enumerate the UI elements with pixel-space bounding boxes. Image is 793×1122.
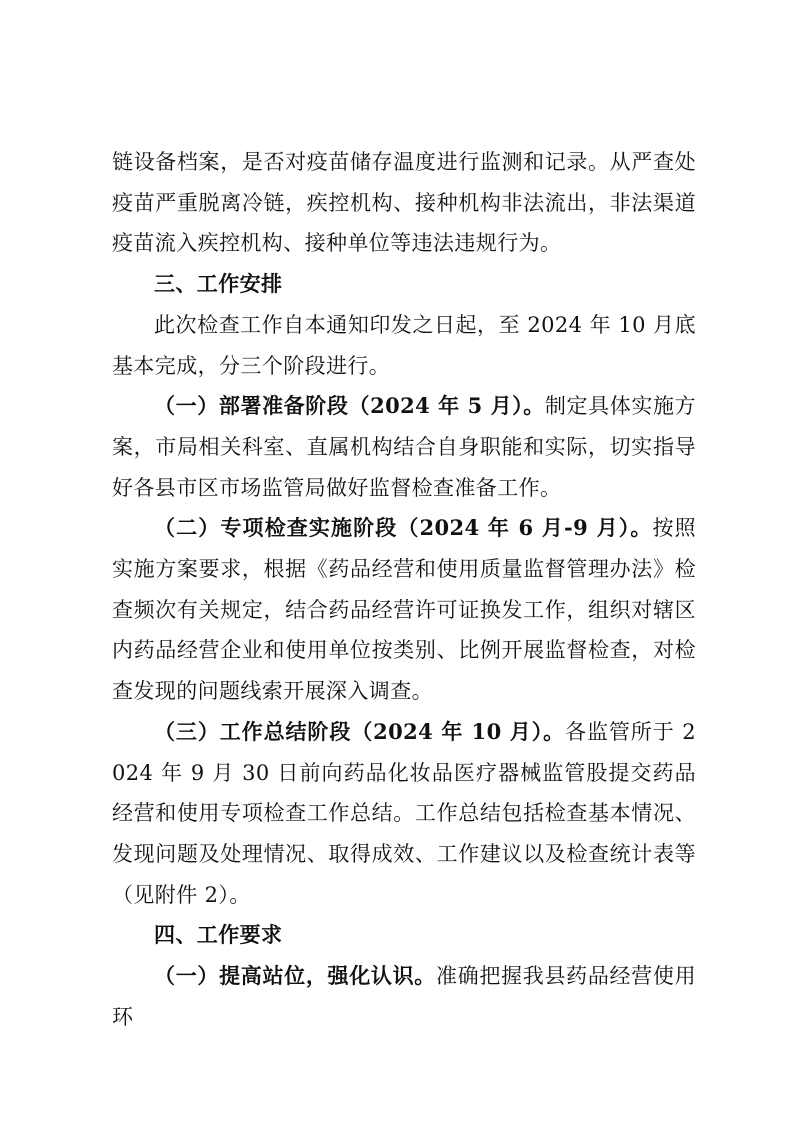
paragraph-phase-3: [112, 712, 696, 916]
paragraph-requirement-1: [112, 956, 696, 1037]
paragraph-phase-1: [112, 386, 696, 508]
phase-2-text: 按照实施方案要求，根据《药品经营和使用质量监督管理办法》检查频次有关规定，结合药品经营许可证换发工作，组织对辖区内药品经营企业和使用单位按类别、比例开展监督检查，对检查发现的问题线索开展深入调查。: [112, 516, 696, 704]
section-heading-work-requirements: 四、工作要求: [154, 922, 283, 948]
requirement-1-text: 准确把握我县药品经营使用环: [112, 964, 696, 1029]
document-body: [112, 142, 696, 1037]
phase-1-lead: （一）部署准备阶段（2024 年 5 月）。: [154, 393, 545, 419]
phase-3-text: 各监管所于 2024 年 9 月 30 日前向药品化妆品医疗器械监管股提交药品经营和使用专项检查工作总结。工作总结包括检查基本情况、发现问题及处理情况、取得成效、工作建议以及检查统计表等（见附件 2）。: [112, 719, 696, 907]
phase-1-text: 制定具体实施方案，市局相关科室、直属机构结合自身职能和实际，切实指导好各县市区市场监管局做好监督检查准备工作。: [112, 394, 696, 500]
paragraph-cold-chain: 链设备档案，是否对疫苗储存温度进行监测和记录。从严查处疫苗严重脱离冷链，疾控机构、接种机构非法流出，非法渠道疫苗流入疾控机构、接种单位等违法违规行为。: [112, 150, 696, 256]
section-heading-work-arrangement: 三、工作安排: [154, 271, 283, 297]
paragraph-schedule: 此次检查工作自本通知印发之日起，至 2024 年 10 月底基本完成，分三个阶段进行。: [112, 312, 696, 378]
paragraph-phase-2: [112, 508, 696, 712]
phase-3-lead: （三）工作总结阶段（2024 年 10 月）。: [154, 718, 566, 744]
phase-2-lead: （二）专项检查实施阶段（2024 年 6 月-9 月）。: [154, 515, 653, 541]
requirement-1-lead: （一）提高站位，强化认识。: [154, 963, 436, 989]
